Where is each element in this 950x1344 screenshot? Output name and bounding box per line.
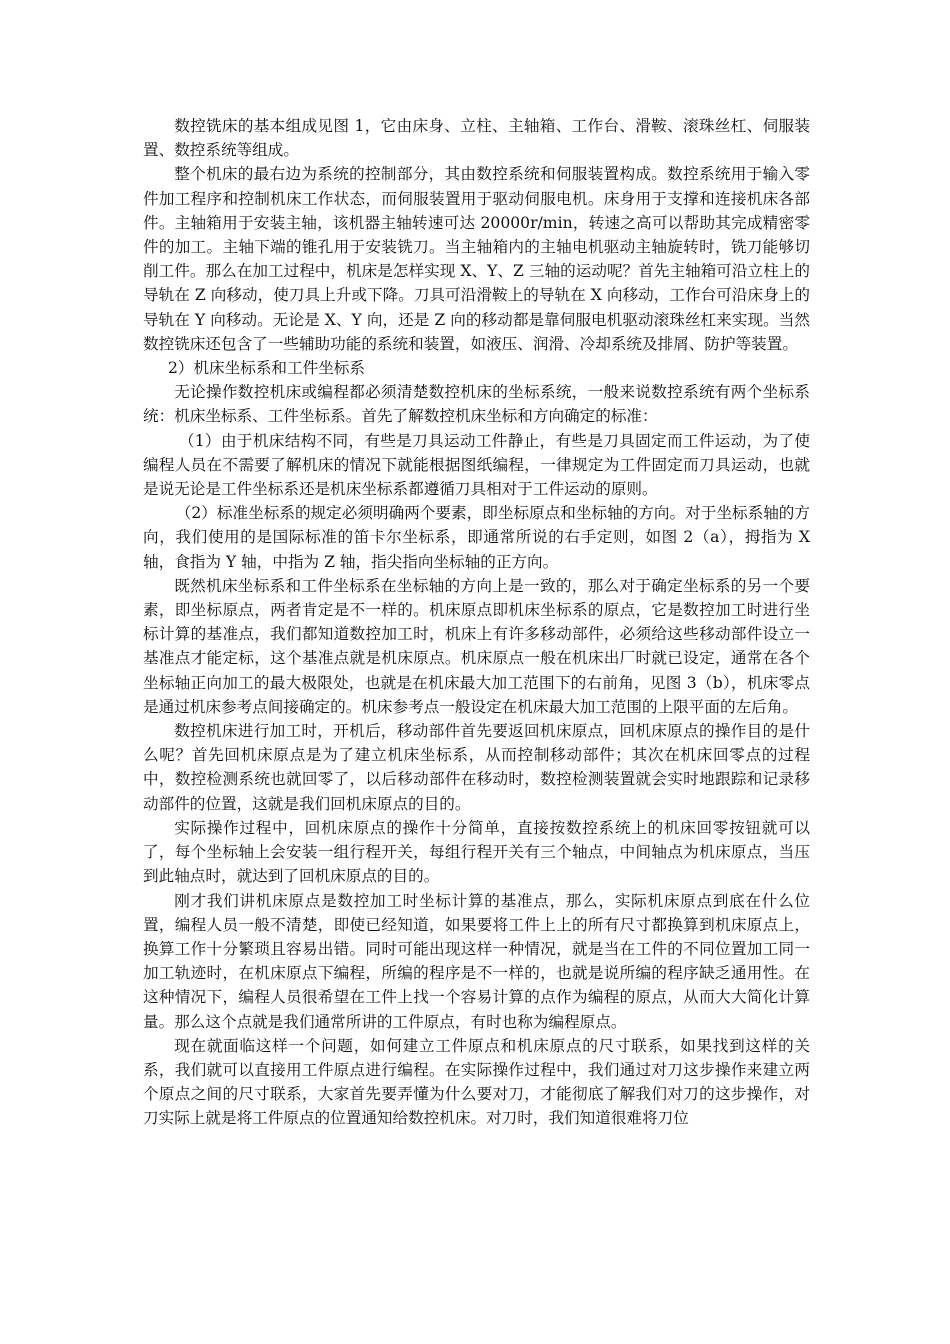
paragraph-coordinate-intro: 无论操作数控机床或编程都必须清楚数控机床的坐标系统，一般来说数控系统有两个坐标系统：机床坐标系、工件坐标系。首先了解数控机床坐标和方向确定的标准： bbox=[143, 383, 810, 426]
document-body bbox=[143, 114, 810, 1131]
paragraph-machine-structure: 整个机床的最右边为系统的控制部分，其由数控系统和伺服装置构成。数控系统用于输入零件加工程序和控制机床工作状态，而伺服装置用于驱动伺服电机。床身用于支撑和连接机床各部件。主轴箱用于安装主轴，该机器主轴转速可达 20000r/min，转速之高可以帮助其完成精密零件的加工。主轴下端的锥孔用于安装铣刀。当主轴箱内的主轴电机驱动主轴旋转时，铣刀能够切削工件。那么在加工过程中，机床是怎样实现 X、Y、Z 三轴的运动呢？首先主轴箱可沿立柱上的导轨在 Z 向移动，使刀具上升或下降。刀具可沿滑鞍上的导轨在 X 向移动，工作台可沿床身上的导轨在 Y 向移动。无论是 X、Y 向，还是 Z 向的移动都是靠伺服电机驱动滚珠丝杠来实现。当然数控铣床还包含了一些辅助功能的系统和装置，如液压、润滑、冷却系统及排屑、防护等装置。 bbox=[143, 165, 810, 353]
paragraph-workpiece-origin: 刚才我们讲机床原点是数控加工时坐标计算的基准点，那么，实际机床原点到底在什么位置，编程人员一般不清楚，即使已经知道，如果要将工件上上的所有尺寸都换算到机床原点上，换算工作十分繁琐且容易出错。同时可能出现这样一种情况，就是当在工件的不同位置加工同一加工轨迹时，在机床原点下编程，所编的程序是不一样的，也就是说所编的程序缺乏通用性。在这种情况下，编程人员很希望在工件上找一个容易计算的点作为编程的原点，从而大大简化计算量。那么这个点就是我们通常所讲的工件原点，有时也称为编程原点。 bbox=[143, 891, 810, 1031]
paragraph-rule-2: （2）标准坐标系的规定必须明确两个要素，即坐标原点和坐标轴的方向。对于坐标系轴的方向，我们使用的是国际标准的笛卡尔坐标系，即通常所说的右手定则，如图 2（a），拇指为 X 轴，食指为 Y 轴，中指为 Z 轴，指尖指向坐标轴的正方向。 bbox=[143, 504, 810, 571]
paragraph-machine-origin: 既然机床坐标系和工件坐标系在坐标轴的方向上是一致的，那么对于确定坐标系的另一个要素，即坐标原点，两者肯定是不一样的。机床原点即机床坐标系的原点，它是数控加工时进行坐标计算的基准点，我们都知道数控加工时，机床上有许多移动部件，必须给这些移动部件设立一基准点才能定标，这个基准点就是机床原点。机床原点一般在机床出厂时就已设定，通常在各个坐标轴正向加工的最大极限处，也就是在机床最大加工范围下的右前角，见图 3（b），机床零点是通过机床参考点间接确定的。机床参考点一般设定在机床最大加工范围的上限平面的左后角。 bbox=[143, 576, 810, 716]
paragraph-tool-setting: 现在就面临这样一个问题，如何建立工件原点和机床原点的尺寸联系，如果找到这样的关系，我们就可以直接用工件原点进行编程。在实际操作过程中，我们通过对刀这步操作来建立两个原点之间的尺寸联系，大家首先要弄懂为什么要对刀，才能彻底了解我们对刀的这步操作，对刀实际上就是将工件原点的位置通知给数控机床。对刀时，我们知道很难将刀位 bbox=[143, 1036, 810, 1128]
paragraph-return-origin-purpose: 数控机床进行加工时，开机后，移动部件首先要返回机床原点，回机床原点的操作目的是什么呢？首先回机床原点是为了建立机床坐标系，从而控制移动部件；其次在机床回零点的过程中，数控检测系统也就回零了，以后移动部件在移动时，数控检测装置就会实时地跟踪和记录移动部件的位置，这就是我们回机床原点的目的。 bbox=[143, 722, 810, 813]
paragraph-machine-composition: 数控铣床的基本组成见图 1，它由床身、立柱、主轴箱、工作台、滑鞍、滚珠丝杠、伺服装置、数控系统等组成。 bbox=[143, 117, 810, 160]
paragraph-return-origin-operation: 实际操作过程中，回机床原点的操作十分简单，直接按数控系统上的机床回零按钮就可以了，每个坐标轴上会安装一组行程开关，每组行程开关有三个轴点，中间轴点为机床原点，当压到此轴点时，就达到了回机床原点的目的。 bbox=[143, 818, 810, 886]
section-heading-coordinate-systems: 2）机床坐标系和工件坐标系 bbox=[167, 359, 365, 378]
paragraph-rule-1: （1）由于机床结构不同，有些是刀具运动工件静止，有些是刀具固定而工件运动，为了使编程人员在不需要了解机床的情况下就能根据图纸编程，一律规定为工件固定而刀具运动，也就是说无论是工件坐标系还是机床坐标系都遵循刀具相对于工件运动的原则。 bbox=[143, 431, 810, 499]
